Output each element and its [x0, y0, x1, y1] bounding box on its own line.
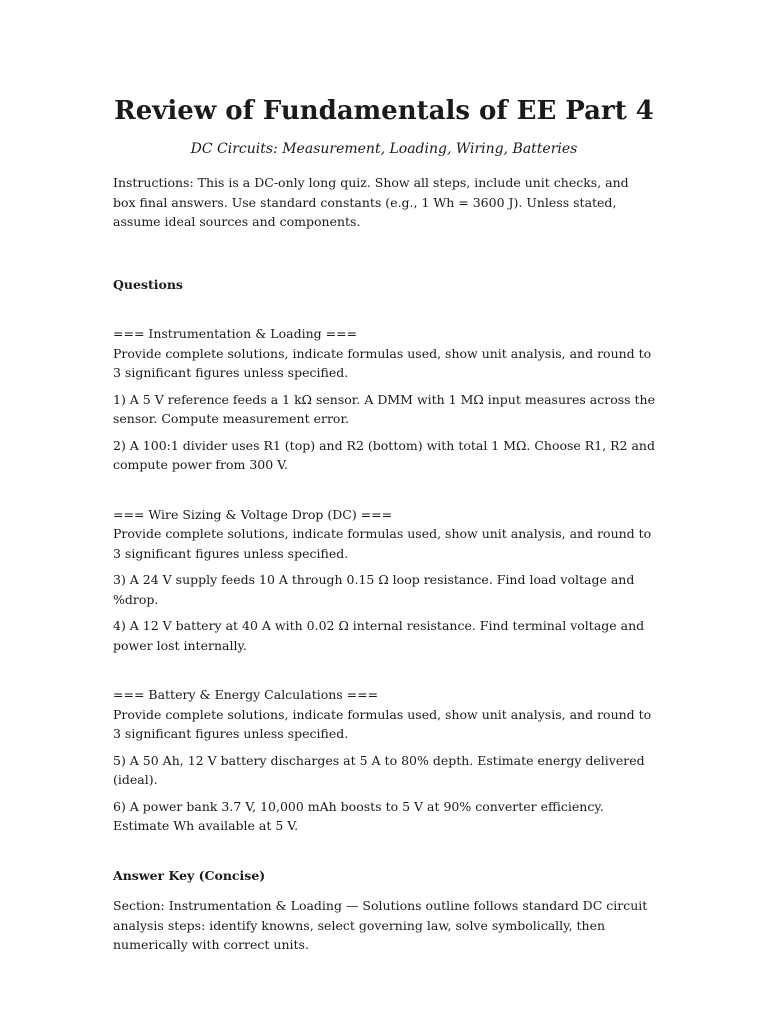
section-intro: Provide complete solutions, indicate formulas used, show unit analysis, and round to 3 significant figures unless specified.: [113, 345, 652, 380]
section-intro: Provide complete solutions, indicate formulas used, show unit analysis, and round to 3 significant figures unless specified.: [113, 526, 652, 561]
questions-heading: Questions: [113, 276, 183, 292]
section-intro: Provide complete solutions, indicate formulas used, show unit analysis, and round to 3 significant figures unless specified.: [113, 706, 652, 741]
section-battery-energy: [113, 685, 655, 836]
question-item: 6) A power bank 3.7 V, 10,000 mAh boosts to 5 V at 90% converter efficiency. Estimate Wh available at 5 V.: [113, 798, 604, 833]
document-title: Review of Fundamentals of EE Part 4: [114, 96, 654, 126]
question-item: 1) A 5 V reference feeds a 1 kΩ sensor. A DMM with 1 MΩ input measures across the sensor. Compute measurement error.: [113, 391, 656, 426]
question-item: 5) A 50 Ah, 12 V battery discharges at 5 A to 80% depth. Estimate energy delivered (ideal).: [113, 752, 645, 787]
question-item: 3) A 24 V supply feeds 10 A through 0.15 Ω loop resistance. Find load voltage and %drop.: [113, 572, 635, 607]
section-header: === Instrumentation & Loading ===: [113, 326, 358, 341]
section-header: === Battery & Energy Calculations ===: [113, 687, 379, 702]
answer-key-paragraph: Section: Instrumentation & Loading — Solutions outline follows standard DC circuit analysis steps: identify knowns, select governing law, solve symbolically, then numerically with correct units.: [113, 898, 648, 952]
section-instrumentation: [113, 324, 655, 475]
question-item: 4) A 12 V battery at 40 A with 0.02 Ω internal resistance. Find terminal voltage and power lost internally.: [113, 618, 645, 653]
question-item: 2) A 100:1 divider uses R1 (top) and R2 (bottom) with total 1 MΩ. Choose R1, R2 and compute power from 300 V.: [113, 437, 655, 472]
document-subtitle: DC Circuits: Measurement, Loading, Wiring, Batteries: [190, 141, 578, 157]
section-wire-sizing: [113, 505, 655, 656]
instructions-paragraph: Instructions: This is a DC-only long quiz. Show all steps, include unit checks, and box final answers. Use standard constants (e.g., 1 Wh = 3600 J). Unless stated, assume ideal sources and components.: [113, 175, 629, 229]
section-header: === Wire Sizing & Voltage Drop (DC) ===: [113, 506, 393, 522]
answer-key-heading: Answer Key (Concise): [113, 867, 266, 883]
